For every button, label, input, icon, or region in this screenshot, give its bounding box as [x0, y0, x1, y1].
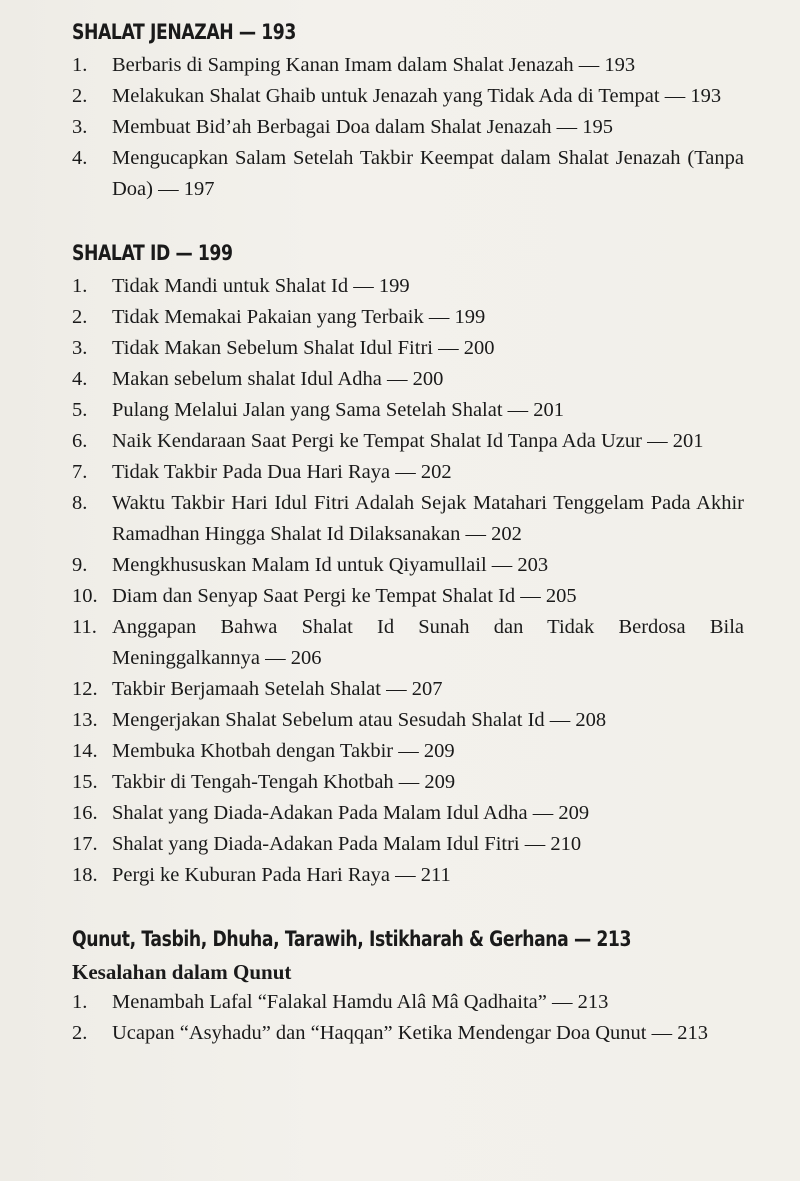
item-number: 14. — [72, 740, 98, 762]
list-item — [72, 112, 744, 143]
item-text: Shalat yang Diada-Adakan Pada Malam Idul Adha — 209 — [112, 802, 590, 824]
item-text: Pulang Melalui Jalan yang Sama Setelah Shalat — 201 — [112, 399, 565, 421]
list-shalat-id — [72, 271, 744, 891]
item-text: Anggapan Bahwa Shalat Id Sunah dan Tidak Berdosa Bila Meninggalkannya — 206 — [112, 616, 744, 669]
item-text: Berbaris di Samping Kanan Imam dalam Shalat Jenazah — 193 — [112, 54, 636, 76]
list-item — [72, 302, 744, 333]
item-number: 18. — [72, 864, 98, 886]
item-number: 3. — [72, 116, 88, 138]
list-item — [72, 612, 744, 674]
list-item — [72, 987, 744, 1018]
list-item — [72, 736, 744, 767]
item-text: Membuat Bid’ah Berbagai Doa dalam Shalat Jenazah — 195 — [112, 116, 613, 138]
list-item — [72, 674, 744, 705]
item-number: 7. — [72, 461, 88, 483]
section-heading-shalat-jenazah: SHALAT JENAZAH — 193 — [72, 20, 296, 44]
list-item — [72, 333, 744, 364]
item-number: 1. — [72, 991, 88, 1013]
item-number: 9. — [72, 554, 88, 576]
item-text: Ucapan “Asyhadu” dan “Haqqan” Ketika Mendengar Doa Qunut — 213 — [112, 1022, 709, 1044]
item-number: 15. — [72, 771, 98, 793]
item-number: 8. — [72, 492, 88, 514]
item-text: Tidak Memakai Pakaian yang Terbaik — 199 — [112, 306, 486, 328]
list-item — [72, 829, 744, 860]
item-number: 4. — [72, 147, 88, 169]
list-item — [72, 50, 744, 81]
list-qunut — [72, 987, 744, 1049]
list-item — [72, 1018, 744, 1049]
list-shalat-jenazah — [72, 50, 744, 205]
list-item — [72, 364, 744, 395]
item-text: Tidak Makan Sebelum Shalat Idul Fitri — 200 — [112, 337, 495, 359]
list-item — [72, 395, 744, 426]
item-text: Mengerjakan Shalat Sebelum atau Sesudah Shalat Id — 208 — [112, 709, 607, 731]
item-number: 3. — [72, 337, 88, 359]
list-item — [72, 457, 744, 488]
item-text: Tidak Takbir Pada Dua Hari Raya — 202 — [112, 461, 452, 483]
item-text: Waktu Takbir Hari Idul Fitri Adalah Sejak Matahari Tenggelam Pada Akhir Ramadhan Hingga Shalat Id Dilaksanakan — 202 — [112, 492, 744, 545]
item-number: 2. — [72, 85, 88, 107]
item-text: Melakukan Shalat Ghaib untuk Jenazah yang Tidak Ada di Tempat — 193 — [112, 85, 722, 107]
item-number: 17. — [72, 833, 98, 855]
list-item — [72, 426, 744, 457]
item-number: 6. — [72, 430, 88, 452]
section-heading-qunut: Qunut, Tasbih, Dhuha, Tarawih, Istikharah & Gerhana — 213 — [72, 927, 632, 951]
list-item — [72, 705, 744, 736]
list-item — [72, 767, 744, 798]
item-text: Naik Kendaraan Saat Pergi ke Tempat Shalat Id Tanpa Ada Uzur — 201 — [112, 430, 704, 452]
item-text: Menambah Lafal “Falakal Hamdu Alâ Mâ Qadhaita” — 213 — [112, 991, 609, 1013]
item-text: Shalat yang Diada-Adakan Pada Malam Idul Fitri — 210 — [112, 833, 582, 855]
item-text: Mengucapkan Salam Setelah Takbir Keempat dalam Shalat Jenazah (Tanpa Doa) — 197 — [112, 147, 744, 200]
item-text: Takbir Berjamaah Setelah Shalat — 207 — [112, 678, 443, 700]
item-number: 2. — [72, 1022, 88, 1044]
item-text: Membuka Khotbah dengan Takbir — 209 — [112, 740, 455, 762]
item-number: 16. — [72, 802, 98, 824]
item-number: 5. — [72, 399, 88, 421]
item-text: Mengkhususkan Malam Id untuk Qiyamullail — 203 — [112, 554, 549, 576]
item-number: 12. — [72, 678, 98, 700]
list-item — [72, 488, 744, 550]
item-number: 1. — [72, 275, 88, 297]
list-item — [72, 798, 744, 829]
list-item — [72, 271, 744, 302]
item-text: Takbir di Tengah-Tengah Khotbah — 209 — [112, 771, 456, 793]
item-number: 2. — [72, 306, 88, 328]
list-item — [72, 581, 744, 612]
item-number: 1. — [72, 54, 88, 76]
item-number: 11. — [72, 616, 97, 638]
list-item — [72, 550, 744, 581]
section-heading-shalat-id: SHALAT ID — 199 — [72, 241, 233, 265]
item-text: Makan sebelum shalat Idul Adha — 200 — [112, 368, 444, 390]
item-text: Diam dan Senyap Saat Pergi ke Tempat Shalat Id — 205 — [112, 585, 577, 607]
sub-heading-kesalahan-qunut: Kesalahan dalam Qunut — [72, 960, 292, 984]
item-number: 13. — [72, 709, 98, 731]
item-number: 10. — [72, 585, 98, 607]
item-text: Pergi ke Kuburan Pada Hari Raya — 211 — [112, 864, 451, 886]
list-item — [72, 143, 744, 205]
toc-content — [72, 14, 744, 1049]
item-text: Tidak Mandi untuk Shalat Id — 199 — [112, 275, 410, 297]
list-item — [72, 81, 744, 112]
item-number: 4. — [72, 368, 88, 390]
list-item — [72, 860, 744, 891]
